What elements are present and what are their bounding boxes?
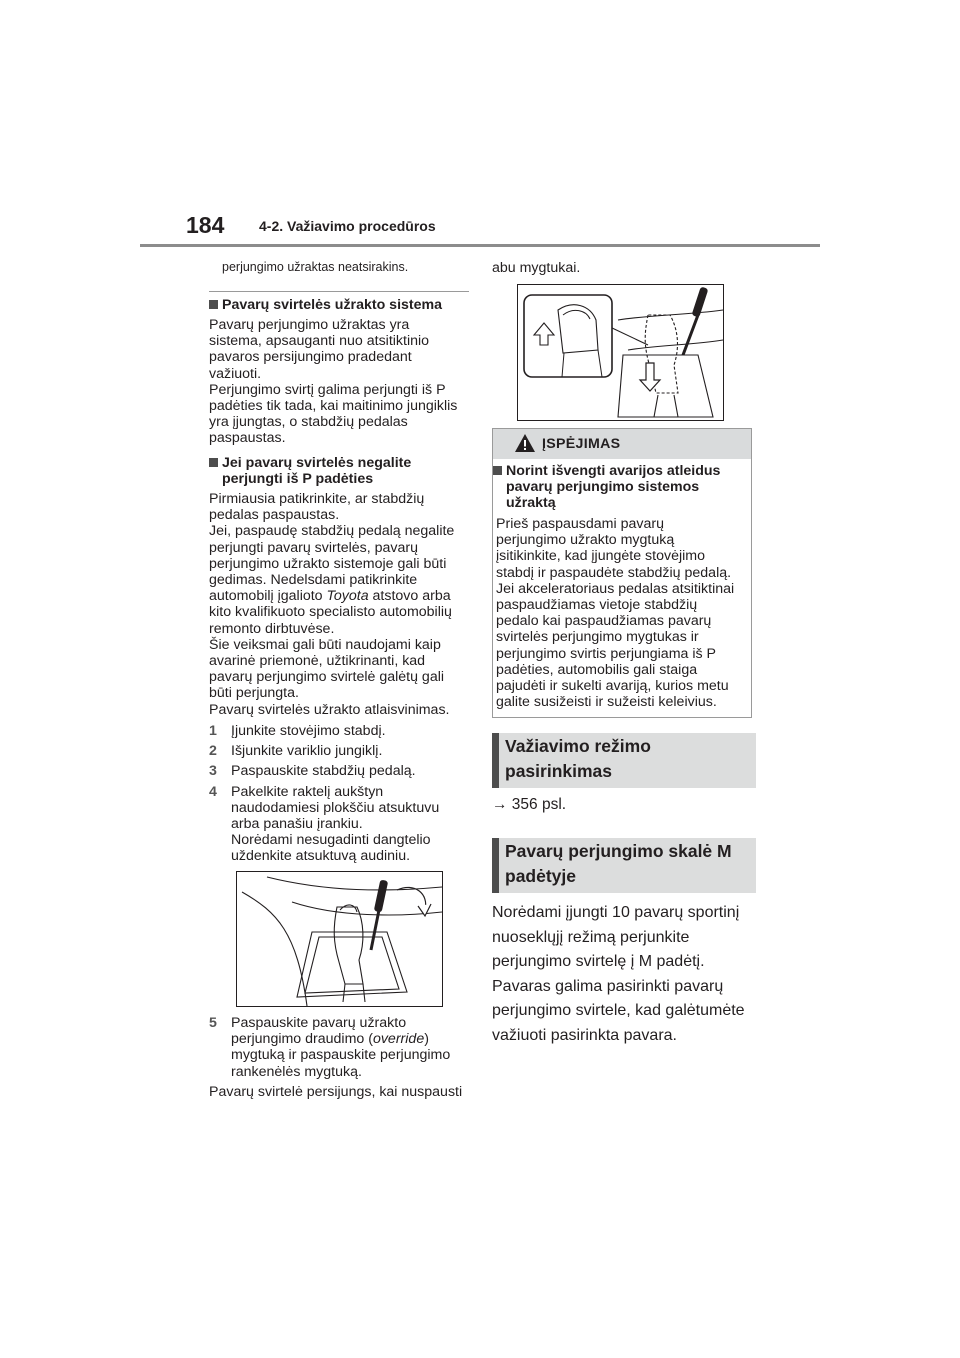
warning-subtitle-line: Norint išvengti avarijos atleidus: [506, 463, 721, 479]
text-fragment: perjungimo draudimo (: [231, 1031, 373, 1048]
override-button-illustration: [517, 284, 724, 421]
text-line: paspaustas.: [209, 430, 286, 447]
text-line: Pavarų svirtelės užrakto atlaisvinimas.: [209, 701, 450, 718]
text-line: sistema, apsauganti nuo atsitiktinio: [209, 333, 430, 350]
section-heading-line: pasirinkimas: [505, 761, 612, 781]
subsection-body-1: [209, 317, 479, 447]
step-number: 5: [209, 1015, 217, 1031]
warning-subtitle-line: pavarų perjungimo sistemos: [506, 479, 700, 496]
text-line: paspaudžiamas vietoje stabdžių: [496, 597, 698, 614]
page-number: 184: [186, 212, 225, 238]
text-line: Pavaras galima pasirinkti pavarų: [492, 977, 724, 995]
step-item: [209, 743, 479, 759]
text-line: perjungimo užrakto sistemoje gali būti: [209, 555, 447, 572]
text-line: [209, 588, 479, 604]
inset-detail: [524, 295, 612, 377]
text-line: kito kvalifikuoto specialisto automobilių: [209, 604, 452, 621]
text-line: važiuoti.: [209, 365, 262, 382]
down-arrow: [640, 363, 660, 391]
subsection-divider: [209, 291, 469, 292]
step-text: Paspauskite pavarų užrakto: [231, 1015, 407, 1031]
step-item: [209, 763, 479, 779]
illustration-svg: [237, 872, 442, 1006]
text-line: remonto dirbtuvėse.: [209, 620, 335, 637]
step-item: [209, 723, 479, 739]
step-text: uždenkite atsuktuvą audiniu.: [231, 848, 411, 865]
text-line: gedimas. Nedelsdami patikrinkite: [209, 572, 418, 589]
step-text: rankenėlės mygtuką.: [231, 1063, 362, 1080]
text-line: Pavarų perjungimo užraktas yra: [209, 317, 410, 333]
step-number: 4: [209, 783, 217, 800]
text-line: perjungimo svirtele, kad galėtumėte: [492, 1002, 745, 1019]
step-text: Pakelkite raktelį aukštyn: [231, 783, 384, 800]
text-line: pavaros persijungimo pradedant: [209, 349, 412, 366]
top-line: abu mygtukai.: [492, 260, 581, 276]
subsection-title-1: [209, 297, 442, 313]
m-position-body: [492, 901, 762, 1048]
text-line: pedalo kai paspaudžiamas pavarų: [496, 613, 712, 630]
text-line: perjungimo svirtis perjungiama iš P: [496, 645, 716, 662]
text-line: pedalas paspaustas.: [209, 507, 340, 524]
section-title: 4-2. Važiavimo procedūros: [259, 218, 436, 234]
step-number: 1: [209, 723, 217, 739]
screwdriver: [683, 286, 708, 355]
page-reference[interactable]: → 356 psl.: [492, 796, 567, 813]
step-text: Išjunkite variklio jungiklį.: [231, 743, 383, 760]
shift-lock-cap-illustration: [236, 871, 443, 1007]
text-line: galite susižeisti ir sužeisti keleivius.: [496, 694, 717, 711]
bullet-square-icon: [493, 466, 502, 475]
step-text: naudodamiesi plokščiu atsuktuvu: [231, 799, 440, 816]
bullet-square-icon: [209, 300, 218, 309]
section-heading-line: padėtyje: [505, 866, 576, 886]
section-heading-drive-mode: [492, 733, 756, 788]
section-heading-line: Važiavimo režimo: [505, 736, 651, 756]
header-divider: [140, 244, 820, 247]
text-line: važiuoti pasirinkta pavara.: [492, 1026, 677, 1044]
illustration-svg: [518, 285, 723, 420]
text-fragment-italic: override: [372, 1031, 425, 1048]
step-number: 2: [209, 743, 217, 760]
text-line: Norėdami įjungti 10 pavarų sportinį: [492, 904, 740, 921]
text-line: perjungimo užrakto mygtuką: [496, 532, 675, 549]
text-line: padėties tik tada, kai maitinimo jungiklis: [209, 398, 458, 415]
text-line: Jei, paspaudę stabdžių pedalą negalite: [209, 523, 455, 540]
step-text: mygtuką ir paspauskite perjungimo: [231, 1047, 451, 1064]
text-fragment: automobilį įgalioto: [209, 588, 327, 605]
subsection-title-2-line: Jei pavarų svirtelės negalite: [222, 455, 412, 471]
bullet-square-icon: [209, 458, 218, 467]
text-line: Jei akceleratoriaus pedalas atsitiktinai: [496, 580, 735, 597]
text-line: Perjungimo svirtį galima perjungti iš P: [209, 381, 446, 398]
text-line: būti perjungta.: [209, 685, 299, 702]
text-line: stabdį ir paspaudėte stabdžių pedalą.: [496, 564, 732, 581]
text-fragment: ): [424, 1031, 429, 1048]
step-list: [209, 723, 479, 865]
step-item: [209, 1015, 479, 1080]
step-text: [231, 1031, 479, 1047]
text-line: yra įjungtas, o stabdžių pedalas: [209, 414, 408, 431]
text-line: įsitikinkite, kad įjungėte stovėjimo: [496, 548, 705, 565]
step-text: Paspauskite stabdžių pedalą.: [231, 763, 416, 780]
text-line: nuoseklųjį režimą perjunkite: [492, 928, 690, 946]
warning-box: [492, 428, 752, 718]
text-line: pajudėti ir sukelti avariją, kurios metu: [496, 678, 729, 695]
step-number: 3: [209, 763, 217, 780]
step-text: Įjunkite stovėjimo stabdį.: [231, 723, 386, 739]
section-heading-line: Pavarų perjungimo skalė M: [505, 841, 732, 861]
subsection-title-2: [209, 455, 411, 487]
text-line: perjungti pavarų svirtelės, pavarų: [209, 539, 418, 556]
text-line: svirtelės perjungimo mygtukas ir: [496, 629, 699, 646]
text-line: pavarų perjungimo svirtelė galėtų gali: [209, 669, 445, 686]
step-text: Norėdami nesugadinti dangtelio: [231, 832, 431, 849]
section-heading-m-position: [492, 838, 756, 893]
subsection-title-2-line: perjungti iš P padėties: [222, 471, 374, 488]
text-line: Prieš paspausdami pavarų: [496, 516, 664, 532]
text-line: avarinė priemonė, užtikrinanti, kad: [209, 653, 426, 670]
text-fragment: atstovo arba: [368, 588, 451, 605]
intro-line: perjungimo užraktas neatsirakins.: [222, 260, 409, 274]
warning-body: [496, 516, 748, 710]
warning-subtitle: [493, 463, 743, 512]
brand-name: Toyota: [326, 588, 369, 605]
step-5: [209, 1015, 479, 1080]
warning-subtitle-line: užraktą: [506, 495, 556, 512]
warning-title: ĮSPĖJIMAS: [542, 436, 621, 452]
tail-line: Pavarų svirtelė persijungs, kai nuspausti: [209, 1084, 463, 1100]
step-item: [209, 784, 479, 865]
subsection-body-2: [209, 491, 479, 718]
subsection-title-1-text: Pavarų svirtelės užrakto sistema: [222, 297, 443, 313]
text-line: Šie veiksmai gali būti naudojami kaip: [209, 636, 441, 653]
warning-triangle-icon: [514, 433, 536, 453]
text-line: Pirmiausia patikrinkite, ar stabdžių: [209, 491, 425, 507]
step-text: arba panašiu įrankiu.: [231, 816, 363, 833]
warning-header: [493, 429, 751, 459]
text-line: perjungimo svirtelę į M padėtį.: [492, 953, 705, 970]
text-line: padėties, automobilis gali staiga: [496, 661, 698, 678]
